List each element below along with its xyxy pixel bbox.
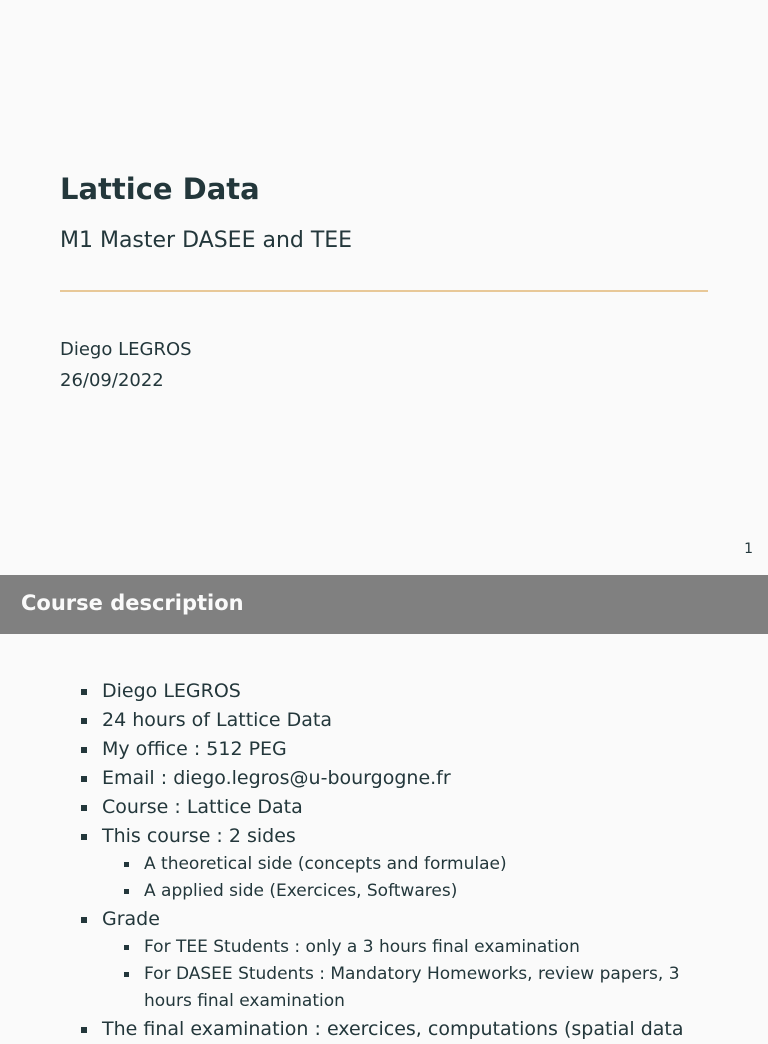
sub-bullet-item: A theoretical side (concepts and formulae) xyxy=(102,851,708,878)
bullet-text: Course : Lattice Data xyxy=(102,796,303,818)
bullet-list xyxy=(0,677,768,1044)
sub-bullet-item: For DASEE Students : Mandatory Homeworks, review papers, 3 hours final examination xyxy=(102,961,708,1015)
author-name: Diego LEGROS xyxy=(60,339,192,360)
presentation-title: Lattice Data xyxy=(60,172,260,206)
sub-bullet-item: For TEE Students : only a 3 hours final examination xyxy=(102,934,708,961)
title-divider xyxy=(60,290,708,292)
bullet-text: Diego LEGROS xyxy=(102,680,241,702)
bullet-item xyxy=(0,905,768,1015)
page-number: 1 xyxy=(744,541,753,557)
sub-bullet-list xyxy=(102,851,708,905)
bullet-text: This course : 2 sides xyxy=(102,825,296,847)
bullet-item xyxy=(0,822,768,905)
bullet-item xyxy=(0,764,768,793)
bullet-item xyxy=(0,706,768,735)
presentation-date: 26/09/2022 xyxy=(60,370,164,391)
presentation-subtitle: M1 Master DASEE and TEE xyxy=(60,228,353,253)
bullet-item xyxy=(0,677,768,706)
frame-title: Course description xyxy=(21,591,244,615)
bullet-text: Grade xyxy=(102,908,160,930)
sub-bullet-list xyxy=(102,934,708,1015)
frame-title-bar xyxy=(0,575,768,634)
bullet-text: 24 hours of Lattice Data xyxy=(102,709,332,731)
bullet-text: My office : 512 PEG xyxy=(102,738,287,760)
bullet-item xyxy=(0,735,768,764)
bullet-item xyxy=(0,1015,768,1044)
bullet-text: Email : diego.legros@u-bourgogne.fr xyxy=(102,767,451,789)
course-description-slide xyxy=(0,575,768,1040)
bullet-item xyxy=(0,793,768,822)
sub-bullet-item: A applied side (Exercices, Softwares) xyxy=(102,878,708,905)
bullet-text: The final examination : exercices, computations (spatial data xyxy=(102,1018,684,1040)
